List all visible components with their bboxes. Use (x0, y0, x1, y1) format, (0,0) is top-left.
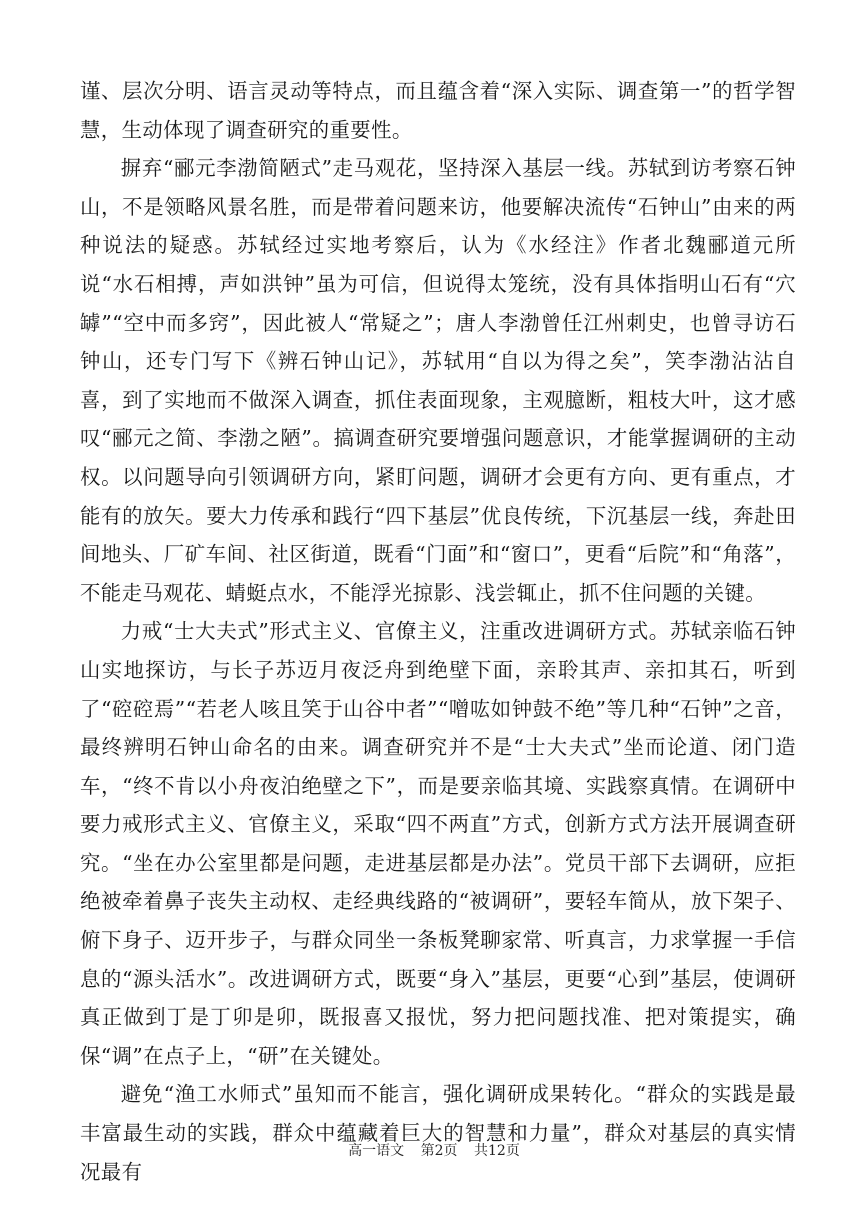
footer-total-pages: 共12页 (474, 1143, 520, 1159)
paragraph-field-investigation: 摒弃“郦元李渤简陋式”走马观花，坚持深入基层一线。苏轼到访考察石钟山，不是领略风景名胜，而是带着问题来访，他要解决流传“石钟山”由来的两种说法的疑惑。苏轼经过实地考察后，认为《水经注》作者北魏郦道元所说“水石相搏，声如洪钟”虽为可信，但说得太笼统，没有具体指明山石有“穴罅”“空中而多窍”，因此被人“常疑之”；唐人李渤曾任江州刺史，也曾寻访石钟山，还专门写下《辨石钟山记》，苏轼用“自以为得之矣”，笑李渤沾沾自喜，到了实地而不做深入调查，抓住表面现象，主观臆断，粗枝大叶，这才感叹“郦元之简、李渤之陋”。搞调查研究要增强问题意识，才能掌握调研的主动权。以问题导向引领调研方向，紧盯问题，调研才会更有方向、更有重点，才能有的放矢。要大力传承和践行“四下基层”优良传统，下沉基层一线，奔赴田间地头、厂矿车间、社区街道，既看“门面”和“窗口”，更看“后院”和“角落”，不能走马观花、蜻蜓点水，不能浮光掠影、浅尝辄止，抓不住问题的关键。 (80, 156, 796, 605)
footer-subject: 高一语文 (348, 1143, 405, 1159)
footer-page-number: 第2页 (420, 1143, 458, 1159)
document-body (80, 72, 796, 1191)
paragraph-results-transformation: 避免“渔工水师式”虽知而不能言，强化调研成果转化。“群众的实践是最丰富最生动的实践，群众中蕴藏着巨大的智慧和力量”，群众对基层的真实情况最有 (80, 1082, 796, 1184)
paragraph-continuation: 谨、层次分明、语言灵动等特点，而且蕴含着“深入实际、调查第一”的哲学智慧，生动体现了调查研究的重要性。 (80, 79, 796, 142)
paragraph-improve-methods: 力戒“士大夫式”形式主义、官僚主义，注重改进调研方式。苏轼亲临石钟山实地探访，与长子苏迈月夜泛舟到绝壁下面，亲聆其声、亲扣其石，听到了“硿硿焉”“若老人咳且笑于山谷中者”“噌吰如钟鼓不绝”等几种“石钟”之音，最终辨明石钟山命名的由来。调查研究并不是“士大夫式”坐而论道、闭门造车，“终不肯以小舟夜泊绝壁之下”，而是要亲临其境、实践察真情。在调研中要力戒形式主义、官僚主义，采取“四不两直”方式，创新方式方法开展调查研究。“坐在办公室里都是问题，走进基层都是办法”。党员干部下去调研，应拒绝被牵着鼻子丧失主动权、走经典线路的“被调研”，要轻车简从，放下架子、俯下身子、迈开步子，与群众同坐一条板凳聊家常、听真言，力求掌握一手信息的“源头活水”。改进调研方式，既要“身入”基层，更要“心到”基层，使调研真正做到丁是丁卯是卯，既报喜又报忧，努力把问题找准、把对策提实，确保“调”在点子上，“研”在关键处。 (80, 619, 796, 1068)
page-footer (0, 1140, 868, 1160)
